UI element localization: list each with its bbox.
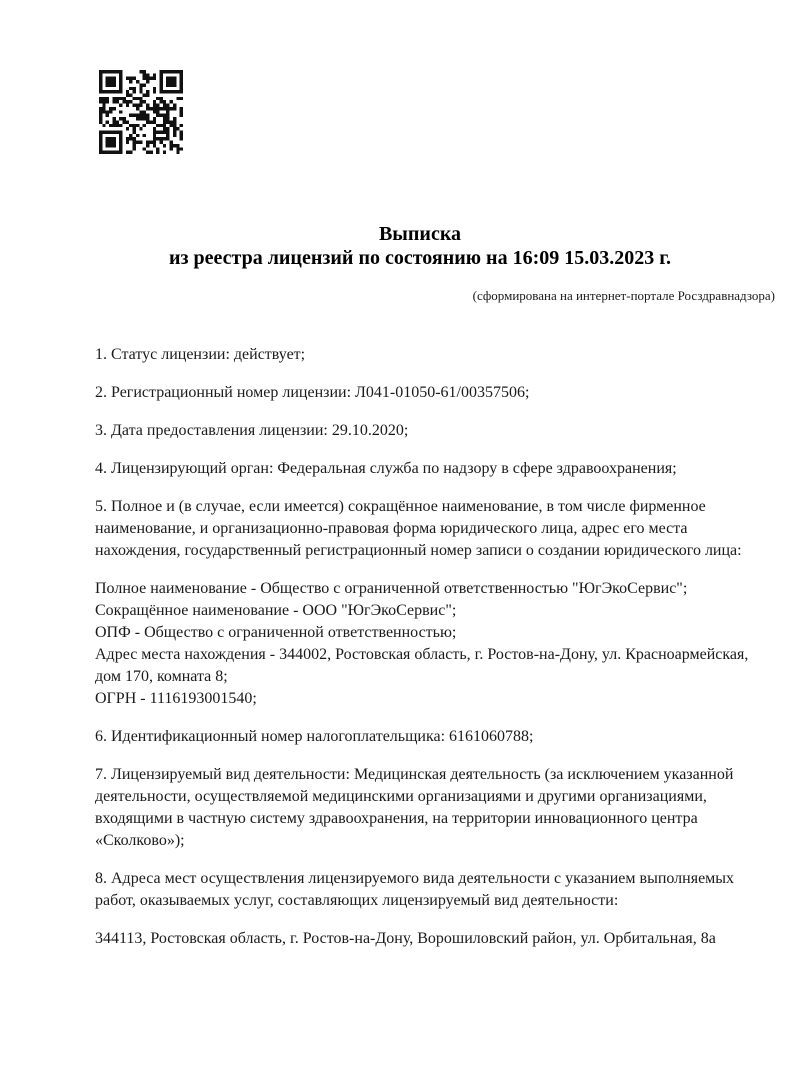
title-line-1: Выписка xyxy=(378,223,462,245)
company-full-name: Полное наименование - Общество с ограниченной ответственностью "ЮгЭкоСервис"; xyxy=(95,580,688,597)
company-address-line-1: Адрес места нахождения - 344002, Ростовская область, г. Ростов-на-Дону, ул. Красноармейская, xyxy=(95,646,749,663)
document-fields xyxy=(95,344,749,950)
field-grant-date: 3. Дата предоставления лицензии: 29.10.2020; xyxy=(95,422,409,439)
field-activity-address: 344113, Ростовская область, г. Ростов-на-Дону, Ворошиловский район, ул. Орбитальная, 8а xyxy=(95,930,716,947)
field-registration-number: 2. Регистрационный номер лицензии: Л041-01050-61/00357506; xyxy=(95,384,530,401)
field-activity-addresses-intro: 8. Адреса мест осуществления лицензируемого вида деятельности с указанием выполняемых работ, оказываемых услуг, составляющих лицензируемый вид деятельности: xyxy=(95,870,735,909)
company-address-line-2: дом 170, комната 8; xyxy=(95,668,228,685)
document-body xyxy=(95,222,775,966)
company-short-name: Сокращённое наименование - ООО "ЮгЭкоСервис"; xyxy=(95,602,457,619)
title-line-2: из реестра лицензий по состоянию на 16:09 15.03.2023 г. xyxy=(168,247,672,269)
qr-code-icon xyxy=(99,70,183,154)
formed-note: (сформирована на интернет-портале Росздравнадзора) xyxy=(472,288,775,303)
field-licensed-activity: 7. Лицензируемый вид деятельности: Медицинская деятельность (за исключением указанной деятельности, осуществляемой медицинскими организациями и другими организациями, входящими в частную систему здравоохранения, на территории инновационного центра «Сколково»); xyxy=(95,766,734,849)
field-licensing-authority: 4. Лицензирующий орган: Федеральная служба по надзору в сфере здравоохранения; xyxy=(95,460,677,477)
document-title xyxy=(95,222,745,270)
company-details xyxy=(95,578,749,710)
company-ogrn: ОГРН - 1116193001540; xyxy=(95,690,257,707)
field-name-section-intro: 5. Полное и (в случае, если имеется) сокращённое наименование, в том числе фирменное наименование, и организационно-правовая форма юридического лица, адрес его места нахождения, государственный регистрационный номер записи о создании юридического лица: xyxy=(95,498,742,559)
field-license-status: 1. Статус лицензии: действует; xyxy=(95,346,306,363)
field-taxpayer-id: 6. Идентификационный номер налогоплательщика: 6161060788; xyxy=(95,728,534,745)
company-legal-form: ОПФ - Общество с ограниченной ответственностью; xyxy=(95,624,457,641)
